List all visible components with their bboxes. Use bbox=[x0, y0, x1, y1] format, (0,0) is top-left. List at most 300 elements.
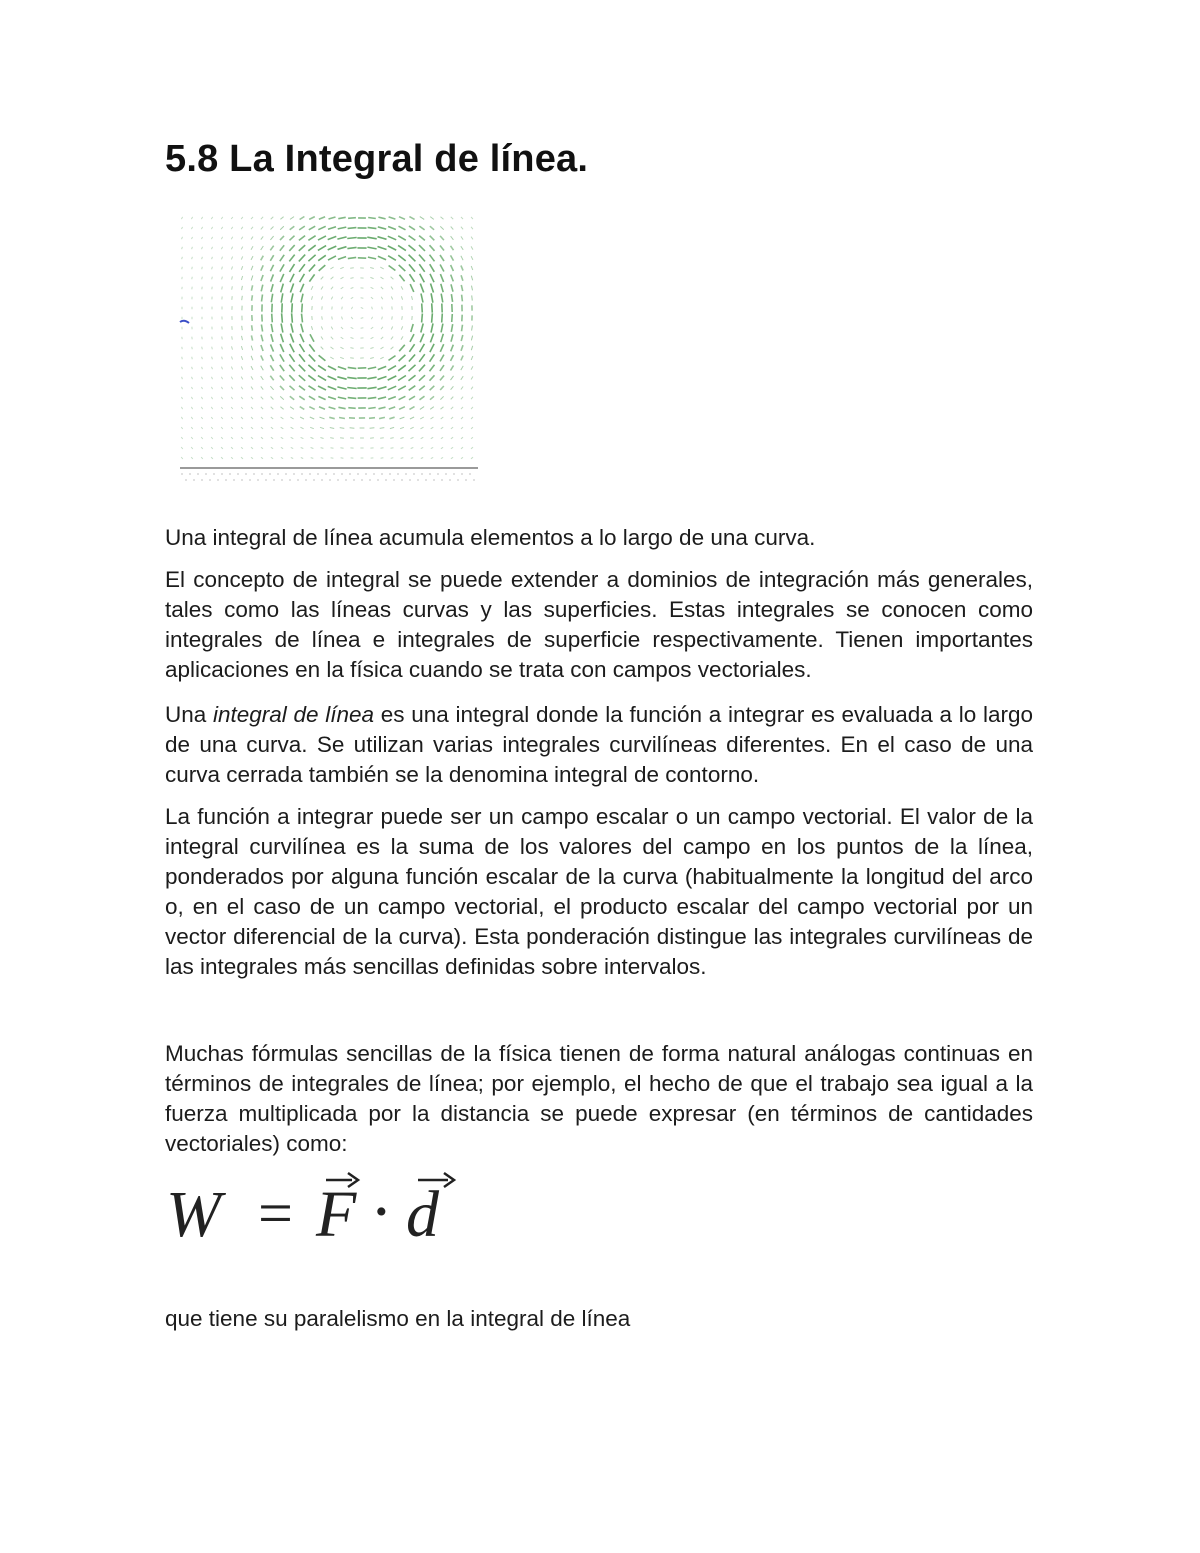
field-arrow bbox=[270, 376, 273, 380]
field-arrow bbox=[191, 417, 192, 419]
field-arrow bbox=[471, 356, 473, 360]
field-arrow bbox=[231, 437, 233, 439]
field-arrow bbox=[430, 245, 435, 251]
field-arrow bbox=[201, 407, 202, 409]
field-arrow bbox=[308, 375, 315, 380]
field-arrow bbox=[221, 397, 222, 399]
field-arrow bbox=[299, 264, 305, 272]
field-arrow bbox=[232, 276, 233, 279]
field-arrow bbox=[201, 437, 203, 439]
field-arrow bbox=[431, 293, 433, 302]
field-arrow bbox=[390, 427, 394, 428]
field-arrow bbox=[329, 407, 336, 409]
field-arrow bbox=[380, 428, 385, 429]
field-arrow bbox=[331, 287, 333, 290]
field-arrow bbox=[192, 237, 193, 239]
field-arrow bbox=[380, 357, 383, 359]
field-arrow bbox=[221, 387, 222, 389]
field-arrow bbox=[241, 387, 243, 390]
field-arrow bbox=[251, 217, 253, 219]
field-arrow bbox=[280, 407, 283, 410]
field-arrow bbox=[318, 365, 326, 370]
field-arrow bbox=[410, 407, 415, 410]
field-arrow bbox=[201, 427, 202, 429]
field-arrow bbox=[330, 438, 334, 439]
field-arrow bbox=[329, 417, 334, 418]
field-arrow bbox=[430, 407, 434, 410]
field-arrow bbox=[430, 226, 434, 230]
figure-dot bbox=[273, 479, 275, 481]
field-arrow bbox=[420, 407, 424, 410]
field-arrow bbox=[431, 427, 434, 429]
field-arrow bbox=[271, 397, 274, 400]
field-arrow bbox=[241, 407, 243, 409]
field-arrow bbox=[419, 226, 424, 230]
figure-dot bbox=[453, 473, 455, 475]
field-arrow bbox=[271, 447, 273, 448]
field-arrow bbox=[261, 386, 263, 389]
field-arrow bbox=[451, 345, 454, 352]
field-arrow bbox=[308, 365, 315, 371]
field-arrow bbox=[461, 217, 463, 219]
field-arrow bbox=[328, 256, 336, 260]
field-arrow bbox=[441, 407, 444, 409]
field-arrow bbox=[371, 287, 374, 288]
field-arrow bbox=[182, 247, 183, 249]
field-arrow bbox=[369, 418, 375, 419]
figure-dot bbox=[345, 479, 347, 481]
field-arrow bbox=[182, 397, 183, 399]
field-arrow bbox=[441, 427, 443, 429]
field-arrow bbox=[290, 236, 295, 241]
figure-dot bbox=[329, 479, 331, 481]
field-arrow bbox=[261, 265, 263, 270]
field-arrow bbox=[389, 356, 396, 361]
field-arrow bbox=[351, 317, 353, 319]
figure-dot bbox=[377, 479, 379, 481]
field-arrow bbox=[232, 267, 233, 270]
field-arrow bbox=[251, 346, 253, 351]
field-arrow bbox=[291, 447, 293, 448]
figure-dot bbox=[309, 473, 311, 475]
field-arrow bbox=[367, 237, 376, 239]
field-arrow bbox=[212, 377, 213, 379]
field-arrow bbox=[182, 377, 183, 379]
field-arrow bbox=[389, 217, 396, 219]
field-arrow bbox=[271, 457, 273, 458]
field-arrow bbox=[201, 457, 203, 459]
field-arrow bbox=[347, 247, 356, 248]
field-arrow bbox=[379, 407, 386, 409]
field-arrow bbox=[291, 458, 293, 459]
field-arrow bbox=[371, 327, 373, 329]
field-arrow bbox=[378, 227, 386, 229]
field-arrow bbox=[432, 313, 433, 322]
field-arrow bbox=[300, 274, 305, 282]
field-arrow bbox=[241, 256, 242, 259]
field-arrow bbox=[412, 296, 413, 300]
field-arrow bbox=[309, 265, 315, 272]
field-arrow bbox=[281, 417, 284, 419]
figure-dot bbox=[337, 479, 339, 481]
field-arrow bbox=[348, 228, 357, 229]
field-arrow bbox=[367, 377, 376, 379]
field-arrow bbox=[410, 274, 415, 282]
field-arrow bbox=[192, 267, 193, 269]
field-arrow bbox=[322, 316, 323, 319]
field-arrow bbox=[290, 396, 294, 399]
field-arrow bbox=[181, 217, 182, 219]
field-arrow bbox=[241, 457, 243, 459]
field-arrow bbox=[331, 448, 334, 449]
field-arrow bbox=[241, 227, 243, 229]
field-arrow bbox=[341, 287, 344, 289]
field-arrow bbox=[409, 245, 416, 251]
formula-distance: d bbox=[406, 1178, 439, 1248]
field-arrow bbox=[419, 264, 424, 272]
field-arrow bbox=[231, 387, 232, 389]
field-arrow bbox=[309, 344, 314, 351]
field-arrow bbox=[371, 337, 374, 338]
field-arrow bbox=[331, 337, 333, 340]
field-arrow bbox=[421, 458, 423, 459]
field-arrow bbox=[441, 284, 443, 292]
figure-dot bbox=[221, 473, 223, 475]
field-arrow bbox=[411, 448, 414, 449]
field-arrow bbox=[182, 387, 183, 389]
field-arrow bbox=[329, 217, 336, 219]
field-arrow bbox=[271, 334, 273, 342]
field-arrow bbox=[471, 397, 473, 399]
field-arrow bbox=[430, 354, 435, 361]
field-arrow bbox=[231, 397, 232, 399]
field-arrow bbox=[451, 427, 453, 429]
figure-dot bbox=[281, 479, 283, 481]
field-arrow bbox=[309, 274, 314, 281]
field-arrow bbox=[348, 257, 356, 258]
field-arrow bbox=[299, 396, 304, 400]
field-arrow bbox=[301, 324, 303, 333]
field-arrow bbox=[440, 365, 444, 371]
figure-dot bbox=[437, 473, 439, 475]
field-arrow bbox=[241, 346, 242, 350]
field-arrow bbox=[211, 417, 212, 419]
field-arrow bbox=[388, 397, 396, 400]
field-arrow bbox=[181, 427, 182, 429]
field-arrow bbox=[301, 458, 303, 459]
field-arrow bbox=[318, 226, 325, 229]
field-arrow bbox=[370, 268, 374, 269]
field-arrow bbox=[331, 297, 332, 300]
field-arrow bbox=[261, 355, 263, 360]
field-arrow bbox=[251, 285, 252, 290]
field-arrow bbox=[321, 277, 324, 280]
field-arrow bbox=[462, 325, 463, 331]
field-arrow bbox=[432, 303, 433, 312]
figure-dot bbox=[469, 473, 471, 475]
figure-dot bbox=[205, 473, 207, 475]
field-arrow bbox=[420, 334, 424, 343]
field-arrow bbox=[401, 286, 403, 289]
field-arrow bbox=[430, 375, 435, 380]
figure-dot bbox=[369, 479, 371, 481]
field-arrow bbox=[252, 325, 253, 331]
definition-term: integral de línea bbox=[213, 702, 375, 727]
field-arrow bbox=[270, 246, 273, 251]
field-arrow bbox=[318, 255, 326, 260]
field-arrow bbox=[241, 377, 243, 380]
field-arrow bbox=[251, 237, 253, 240]
figure-dot bbox=[325, 473, 327, 475]
field-arrow bbox=[368, 397, 377, 398]
field-arrow bbox=[231, 217, 233, 219]
field-arrow bbox=[241, 417, 243, 419]
field-arrow bbox=[300, 427, 303, 429]
paragraph-definition-text bbox=[165, 700, 1033, 790]
field-arrow bbox=[299, 226, 305, 230]
field-arrow bbox=[461, 275, 463, 281]
field-arrow bbox=[388, 376, 397, 380]
field-arrow bbox=[451, 407, 453, 409]
field-arrow bbox=[222, 337, 223, 340]
field-arrow bbox=[231, 227, 232, 229]
field-arrow bbox=[271, 227, 274, 230]
field-arrow bbox=[399, 265, 406, 271]
field-arrow bbox=[381, 327, 383, 329]
field-arrow bbox=[318, 396, 325, 399]
field-arrow bbox=[461, 256, 463, 260]
figure-dot bbox=[381, 473, 383, 475]
field-arrow bbox=[280, 226, 284, 229]
field-arrow bbox=[391, 458, 394, 459]
field-arrow bbox=[331, 277, 334, 279]
field-arrow bbox=[451, 334, 453, 341]
field-arrow bbox=[201, 227, 202, 229]
field-arrow bbox=[280, 365, 284, 371]
field-arrow bbox=[392, 316, 393, 319]
field-arrow bbox=[262, 295, 263, 302]
field-arrow bbox=[401, 296, 402, 299]
field-arrow bbox=[471, 377, 473, 380]
field-arrow bbox=[461, 356, 463, 361]
field-arrow bbox=[451, 457, 453, 458]
field-arrow bbox=[311, 437, 314, 438]
field-arrow bbox=[379, 417, 385, 418]
field-arrow bbox=[411, 437, 414, 438]
field-arrow bbox=[430, 344, 434, 352]
field-arrow bbox=[451, 255, 454, 260]
field-arrow bbox=[451, 324, 452, 332]
field-arrow bbox=[419, 236, 425, 241]
field-arrow bbox=[242, 336, 243, 340]
field-arrow bbox=[281, 284, 284, 293]
field-arrow bbox=[431, 457, 433, 458]
field-arrow bbox=[338, 397, 346, 399]
field-arrow bbox=[440, 355, 444, 362]
field-arrow bbox=[289, 375, 294, 381]
field-arrow bbox=[212, 347, 213, 350]
field-arrow bbox=[290, 264, 295, 272]
field-arrow bbox=[271, 437, 273, 439]
field-arrow bbox=[300, 284, 304, 292]
field-arrow bbox=[430, 334, 433, 343]
field-arrow bbox=[281, 437, 283, 438]
figure-dot bbox=[265, 479, 267, 481]
field-arrow bbox=[309, 407, 314, 410]
field-arrow bbox=[300, 407, 305, 410]
field-arrow bbox=[339, 418, 345, 419]
formula-equals: = bbox=[258, 1180, 293, 1248]
field-arrow bbox=[331, 347, 334, 349]
field-arrow bbox=[441, 217, 444, 220]
field-arrow bbox=[251, 387, 253, 390]
field-arrow bbox=[420, 217, 424, 220]
field-arrow bbox=[252, 295, 253, 301]
field-arrow bbox=[410, 334, 414, 342]
field-arrow bbox=[401, 458, 404, 459]
field-arrow bbox=[202, 347, 203, 350]
field-arrow bbox=[232, 357, 233, 360]
field-arrow bbox=[370, 348, 373, 349]
field-arrow bbox=[309, 217, 315, 220]
field-arrow bbox=[409, 365, 416, 371]
field-arrow bbox=[318, 236, 326, 240]
field-arrow bbox=[222, 267, 223, 270]
field-arrow bbox=[347, 388, 356, 389]
field-arrow bbox=[348, 398, 357, 399]
field-arrow bbox=[440, 265, 444, 272]
field-arrow bbox=[301, 294, 303, 303]
field-arrow bbox=[321, 287, 323, 290]
field-arrow bbox=[409, 217, 414, 220]
field-arrow bbox=[471, 427, 473, 429]
field-arrow bbox=[261, 447, 263, 448]
field-arrow bbox=[328, 386, 337, 389]
field-arrow bbox=[440, 226, 443, 229]
field-arrow bbox=[461, 246, 463, 250]
field-arrow bbox=[300, 417, 304, 419]
field-arrow bbox=[388, 236, 396, 240]
field-arrow bbox=[270, 265, 273, 271]
figure-dot bbox=[317, 473, 319, 475]
field-arrow bbox=[241, 266, 242, 270]
field-arrow bbox=[441, 324, 443, 333]
field-arrow bbox=[431, 447, 433, 448]
field-arrow bbox=[271, 427, 273, 429]
field-arrow bbox=[290, 344, 294, 352]
field-arrow bbox=[381, 277, 384, 279]
field-arrow bbox=[471, 256, 473, 260]
field-arrow bbox=[302, 304, 303, 313]
field-arrow bbox=[430, 386, 435, 390]
field-arrow bbox=[318, 246, 326, 251]
field-arrow bbox=[338, 257, 346, 260]
figure-dot bbox=[357, 473, 359, 475]
figure-dot bbox=[213, 473, 215, 475]
field-arrow bbox=[422, 303, 423, 312]
field-arrow bbox=[400, 417, 405, 419]
field-arrow bbox=[328, 236, 337, 239]
field-arrow bbox=[191, 427, 192, 429]
field-arrow bbox=[201, 447, 203, 449]
field-arrow bbox=[182, 227, 183, 229]
field-arrow bbox=[301, 448, 304, 449]
field-arrow bbox=[380, 438, 384, 439]
field-arrow bbox=[461, 227, 463, 230]
field-arrow bbox=[401, 326, 402, 329]
figure-dot bbox=[397, 473, 399, 475]
field-arrow bbox=[251, 457, 253, 458]
field-arrow bbox=[231, 247, 232, 250]
field-arrow bbox=[471, 387, 473, 390]
figure-dot bbox=[209, 479, 211, 481]
field-arrow bbox=[280, 264, 284, 271]
figure-dot bbox=[417, 479, 419, 481]
field-arrow bbox=[328, 246, 337, 250]
field-arrow bbox=[290, 407, 294, 410]
figure-dot bbox=[237, 473, 239, 475]
field-arrow bbox=[221, 447, 223, 449]
field-arrow bbox=[409, 255, 416, 262]
field-arrow bbox=[242, 326, 243, 330]
field-arrow bbox=[271, 344, 274, 351]
field-arrow bbox=[419, 354, 425, 362]
field-arrow bbox=[330, 428, 334, 429]
field-arrow bbox=[440, 396, 443, 399]
paragraph-concept-text: El concepto de integral se puede extender a dominios de integración más generales, tales como las líneas curvas y las superficies. Estas integrales se conocen como integrales de línea e integrales de superficie respectivamente. Tienen importantes aplicaciones en la física cuando se trata con campos vectoriales. bbox=[165, 567, 1033, 682]
field-arrow bbox=[380, 267, 383, 269]
field-arrow bbox=[280, 344, 284, 352]
field-arrow bbox=[368, 227, 377, 228]
field-arrow bbox=[191, 217, 192, 219]
field-arrow bbox=[389, 266, 396, 271]
field-arrow bbox=[419, 375, 425, 381]
field-arrow bbox=[350, 268, 354, 269]
field-arrow bbox=[241, 437, 243, 439]
field-arrow bbox=[211, 217, 212, 219]
field-arrow bbox=[430, 274, 434, 282]
field-arrow bbox=[201, 397, 202, 399]
figure-dot bbox=[257, 479, 259, 481]
field-arrow bbox=[472, 325, 473, 330]
figure-dot bbox=[421, 473, 423, 475]
field-arrow bbox=[350, 278, 353, 279]
field-arrow bbox=[461, 376, 463, 380]
formula-dot: · bbox=[373, 1183, 390, 1239]
field-arrow bbox=[461, 335, 463, 341]
field-arrow bbox=[338, 217, 345, 218]
field-arrow bbox=[440, 376, 444, 381]
work-formula bbox=[166, 1168, 466, 1248]
field-arrow bbox=[231, 457, 233, 459]
field-arrow bbox=[221, 217, 222, 219]
field-arrow bbox=[398, 365, 406, 371]
field-arrow bbox=[381, 337, 383, 339]
figure-dot bbox=[341, 473, 343, 475]
field-arrow bbox=[232, 346, 233, 349]
field-arrow bbox=[338, 247, 347, 250]
field-arrow bbox=[371, 317, 372, 319]
field-arrow bbox=[290, 334, 293, 343]
field-arrow bbox=[270, 255, 273, 261]
field-arrow bbox=[402, 316, 403, 320]
field-arrow bbox=[420, 344, 425, 352]
field-arrow bbox=[182, 237, 183, 239]
field-arrow bbox=[202, 257, 203, 259]
field-arrow bbox=[311, 458, 314, 459]
field-arrow bbox=[411, 458, 413, 459]
figure-dot bbox=[313, 479, 315, 481]
